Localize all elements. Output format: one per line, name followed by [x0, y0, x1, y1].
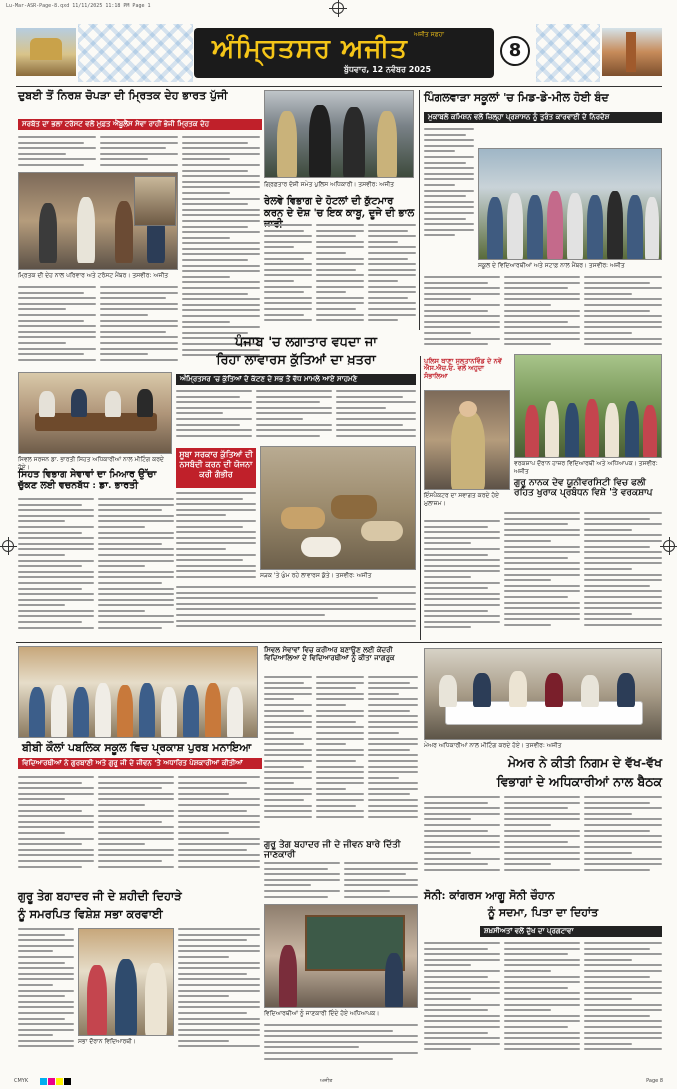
headline-congress-line1: ਸੋਨੀ: ਕਾਂਗਰਸ ਆਗੂ ਸੋਨੀ ਚੌਹਾਨ [424, 889, 555, 902]
gndu-workshop-photo [514, 354, 662, 458]
caption-mayor: ਮੇਅਰ ਅਧਿਕਾਰੀਆਂ ਨਾਲ ਮੀਟਿੰਗ ਕਰਦੇ ਹੋਏ। ਤਸਵੀਰ: ਅਜੀਤ [424, 742, 562, 749]
article-text [584, 942, 662, 1068]
article-text [424, 796, 500, 880]
mayor-meeting-photo [424, 648, 662, 740]
guru-tegh-class-photo [264, 904, 418, 1008]
footer [0, 1074, 677, 1089]
subhead-phagwara: ਮੁਕਾਬਲੇ ਕਮਿਸ਼ਨ ਵਲੋਂ ਜ਼ਿਲ੍ਹਾ ਪ੍ਰਸ਼ਾਸਨ ਨੂੰ ਤੁਰੰਤ ਕਾਰਵਾਈ ਦੇ ਨਿਰਦੇਸ਼ [424, 112, 662, 123]
subhead-dubai: ਸਰਬੱਤ ਦਾ ਭਲਾ ਟਰੱਸਟ ਵਲੋਂ ਮੁਫ਼ਤ ਐਂਬੂਲੈਂਸ ਸੇਵਾ ਰਾਹੀਂ ਭੇਜੀ ਮ੍ਰਿਤਕ ਦੇਹ [18, 119, 262, 130]
headline-dogs-line2: ਰਿਹਾ ਲਾਵਾਰਸ ਕੁੱਤਿਆਂ ਦਾ ਖ਼ਤਰਾ [216, 353, 376, 368]
headline-school: ਬੀਬੀ ਕੌਲਾਂ ਪਬਲਿਕ ਸਕੂਲ ਵਿਚ ਪ੍ਰਕਾਸ਼ ਪੁਰਬ ਮਨਾਇਆ [22, 741, 252, 754]
subhead-school: ਵਿਦਿਆਰਥੀਆਂ ਨੇ ਗੁਰਬਾਣੀ ਅਤੇ ਗੁਰੂ ਜੀ ਦੇ ਜੀਵਨ 'ਤੇ ਅਧਾਰਿਤ ਪੇਸ਼ਕਾਰੀਆਂ ਕੀਤੀਆਂ [18, 758, 262, 769]
masthead [16, 24, 662, 82]
article-text [316, 676, 364, 832]
article-text [424, 128, 474, 248]
article-text [584, 796, 662, 880]
article-text [344, 862, 418, 902]
article-text [584, 512, 662, 640]
divider [16, 86, 662, 87]
highlight-box-dogs: ਸੂਬਾ ਸਰਕਾਰ ਕੁੱਤਿਆਂ ਦੀ ਨਸਬੰਦੀ ਕਰਨ ਦੀ ਯੋਜਨਾ ਕਰੀ ਗੰਭੀਰ [176, 448, 256, 488]
article-text [264, 1024, 418, 1068]
caption-guru-tegh-sabha: ਸਭਾ ਦੌਰਾਨ ਵਿਦਿਆਰਥੀ। [78, 1038, 136, 1045]
caption-railway: ਗ੍ਰਿਫ਼ਤਾਰ ਦੋਸ਼ੀ ਸਮੇਤ ਪੁਲਿਸ ਅਧਿਕਾਰੀ। ਤਸਵੀਰ: ਅਜੀਤ [264, 181, 395, 188]
article-text [18, 928, 74, 1064]
article-text [504, 276, 580, 354]
headline-mayor-line1: ਮੇਅਰ ਨੇ ਕੀਤੀ ਨਿਗਮ ਦੇ ਵੱਖ-ਵੱਖ [507, 755, 662, 770]
footer-left: CMYK [14, 1078, 29, 1084]
headline-civil-services: ਸਿਵਲ ਸੇਵਾਵਾਂ ਵਿਚ ਕਰੀਅਰ ਬਣਾਉਣ ਲਈ ਕੇਂਦਰੀ ਵਿਦਿਆਲਿਆ ਦੇ ਵਿਦਿਆਰਥੀਆਂ ਨੂੰ ਕੀਤਾ ਜਾਗਰੂਕ [264, 645, 395, 663]
police-officer-photo [424, 390, 510, 490]
monument-photo [602, 28, 662, 76]
article-text [18, 136, 96, 170]
headline-railway: ਰੇਲਵੇ ਵਿਭਾਗ ਦੇ ਹੋਟਲਾਂ ਦੀ ਕੁੱਟਮਾਰ ਕਰਨ ਦੇ ਦੋਸ਼ 'ਚ ਇਕ ਕਾਬੂ, ਦੂਜੇ ਦੀ ਭਾਲ [264, 196, 415, 219]
headline-police-officer: ਪੁਲਿਸ ਥਾਣਾ ਸੁਲਤਾਨਵਿੰਡ ਦੇ ਨਵੇਂ ਐਸ.ਐਚ.ਓ. ਵਲੋਂ ਅਹੁਦਾ ਸੰਭਾਲਿਆ [424, 357, 502, 380]
caption-police-officer: ਇੰਸਪੈਕਟਰ ਦਾ ਸਵਾਗਤ ਕਰਦੇ ਹੋਏ ਮੁਲਾਜ਼ਮ। [424, 492, 499, 507]
article-text [264, 862, 340, 902]
victim-portrait [134, 176, 176, 226]
footer-center: ਅਜੀਤ [320, 1078, 333, 1084]
caption-dubai: ਮ੍ਰਿਤਕ ਦੀ ਦੇਹ ਨਾਲ ਪਰਿਵਾਰ ਅਤੇ ਟਰੱਸਟ ਮੈਂਬਰ। ਤਸਵੀਰ: ਅਜੀਤ [18, 272, 169, 279]
column-divider [420, 356, 421, 640]
article-text [336, 390, 416, 444]
article-text [504, 942, 580, 1068]
print-slug: Lu-Mar-ASR-Page-8.qxd 11/11/2025 11:18 PM Page 1 [6, 3, 151, 9]
article-text [584, 276, 662, 354]
article-text [504, 796, 580, 880]
article-text [176, 390, 252, 444]
article-text [178, 776, 260, 880]
golden-temple-photo [16, 28, 76, 76]
article-text [264, 224, 312, 332]
column-divider [419, 90, 420, 330]
caption-health: ਸਿਵਲ ਸਰਜਨ ਡਾ. ਭਾਰਤੀ ਸਿਹਤ ਅਧਿਕਾਰੀਆਂ ਨਾਲ ਮੀਟਿੰਗ ਕਰਦੇ ਹੋਏ। [18, 456, 164, 471]
article-text [98, 498, 174, 640]
issue-date: ਬੁੱਧਵਾਰ, 12 ਨਵੰਬਰ 2025 [344, 65, 432, 74]
article-text [424, 276, 500, 354]
caption-gndu: ਵਰਕਸ਼ਾਪ ਦੌਰਾਨ ਹਾਜ਼ਰ ਵਿਦਿਆਰਥੀ ਅਤੇ ਅਧਿਆਪਕ। ਤਸਵੀਰ: ਅਜੀਤ [514, 460, 658, 475]
headline-congress-line2: ਨੂੰ ਸਦਮਾ, ਪਿਤਾ ਦਾ ਦਿਹਾਂਤ [487, 906, 599, 919]
article-text [18, 776, 94, 880]
article-text [256, 390, 332, 444]
headline-health: ਸਿਹਤ ਵਿਭਾਗ ਸੇਵਾਵਾਂ ਦਾ ਮਿਆਰ ਉੱਚਾ ਚੁੱਕਣ ਲਈ ਵਚਨਬੱਧ : ਡਾ. ਭਾਰਤੀ [18, 469, 157, 491]
headline-dubai: ਦੁਬਈ ਤੋਂ ਨਿਰਸ਼ ਚੋਪੜਾ ਦੀ ਮ੍ਰਿਤਕ ਦੇਹ ਭਾਰਤ ਪੁੱਜੀ [18, 89, 228, 102]
school-photo [18, 646, 258, 738]
masthead-title-box [194, 28, 494, 78]
headline-guru-tegh-info: ਗੁਰੂ ਤੇਗ ਬਹਾਦਰ ਜੀ ਦੇ ਜੀਵਨ ਬਾਰੇ ਦਿੱਤੀ ਜਾਣਕਾਰੀ [264, 840, 401, 861]
footer-right: Page 8 [646, 1078, 663, 1084]
subhead-congress: ਸ਼ਖ਼ਸੀਅਤਾਂ ਵਲੋਂ ਦੁੱਖ ਦਾ ਪ੍ਰਗਟਾਵਾ [480, 926, 662, 937]
subhead-dogs: ਅੰਮ੍ਰਿਤਸਰ 'ਚ ਕੁੱਤਿਆਂ ਦੇ ਕੱਟਣ ਦੇ ਸਭ ਤੋਂ ਵੱਧ ਮਾਮਲੇ ਆਏ ਸਾਹਮਣੇ [176, 374, 416, 385]
article-text [18, 286, 96, 366]
article-text [176, 586, 416, 634]
headline-mayor-line2: ਵਿਭਾਗਾਂ ਦੇ ਅਧਿਕਾਰੀਆਂ ਨਾਲ ਬੈਠਕ [496, 774, 662, 789]
phagwara-group-photo [478, 148, 662, 260]
headline-guru-tegh-sabha-line2: ਨੂੰ ਸਮਰਪਿਤ ਵਿਸ਼ੇਸ਼ ਸਭਾ ਕਰਵਾਈ [18, 907, 163, 921]
headline-phagwara: ਪਿੰਗਲਵਾੜਾ ਸਕੂਲਾਂ 'ਚ ਮਿਡ-ਡੇ-ਮੀਲ ਹੋਈ ਬੰਦ [424, 91, 609, 104]
article-text [100, 136, 178, 170]
caption-guru-tegh-info: ਵਿਦਿਆਰਥੀਆਂ ਨੂੰ ਜਾਣਕਾਰੀ ਦਿੰਦੇ ਹੋਏ ਅਧਿਆਪਕ। [264, 1010, 380, 1017]
article-text [178, 928, 260, 1064]
color-swatch [64, 1078, 71, 1085]
headline-guru-tegh-sabha-line1: ਗੁਰੂ ਤੇਗ ਬਹਾਦਰ ਜੀ ਦੇ ਸ਼ਹੀਦੀ ਦਿਹਾੜੇ [18, 889, 182, 903]
headline-dogs-line1: ਪੰਜਾਬ 'ਚ ਲਗਾਤਾਰ ਵਧਦਾ ਜਾ [234, 335, 378, 350]
article-text [504, 512, 580, 640]
page-number: 8 [500, 36, 530, 66]
caption-phagwara: ਸਕੂਲ ਦੇ ਵਿਦਿਆਰਥੀਆਂ ਅਤੇ ਸਟਾਫ਼ ਨਾਲ ਮੈਂਬਰ। ਤਸਵੀਰ: ਅਜੀਤ [478, 262, 625, 269]
dogs-photo [260, 446, 416, 570]
headline-gndu: ਗੁਰੂ ਨਾਨਕ ਦੇਵ ਯੂਨੀਵਰਸਿਟੀ ਵਿਚ ਫਲੀ ਰਹਿਤ ਖੁਰਾਕ ਪ੍ਰਬੰਧਨ ਵਿਸ਼ੇ 'ਤੇ ਵਰਕਸ਼ਾਪ [514, 478, 653, 499]
article-text [100, 286, 178, 366]
color-swatch [56, 1078, 63, 1085]
health-meeting-photo [18, 372, 172, 454]
article-text [424, 942, 500, 1068]
color-swatch [40, 1078, 47, 1085]
registration-mark-icon [663, 540, 675, 552]
article-text [424, 520, 500, 640]
edition-label: ਅਜੀਤ ਸਫ਼ਹਾ [414, 31, 444, 38]
registration-mark-icon [332, 2, 344, 14]
article-text [264, 676, 312, 832]
article-text [176, 492, 256, 588]
article-text [18, 498, 94, 640]
sabha-students-photo [78, 928, 174, 1036]
police-photo [264, 90, 414, 178]
masthead-title: ਅੰਮ੍ਰਿਤਸਰ ਅਜੀਤ [212, 34, 408, 64]
decorative-pattern [536, 24, 600, 82]
divider [16, 642, 662, 643]
article-text [316, 224, 364, 332]
color-swatch [48, 1078, 55, 1085]
article-text [368, 676, 418, 832]
article-text [98, 776, 174, 880]
registration-mark-icon [2, 540, 14, 552]
decorative-pattern [78, 24, 193, 82]
article-text [368, 224, 416, 332]
caption-dogs: ਸੜਕ 'ਤੇ ਘੁੰਮ ਰਹੇ ਲਾਵਾਰਸ ਕੁੱਤੇ। ਤਸਵੀਰ: ਅਜੀਤ [260, 572, 372, 579]
